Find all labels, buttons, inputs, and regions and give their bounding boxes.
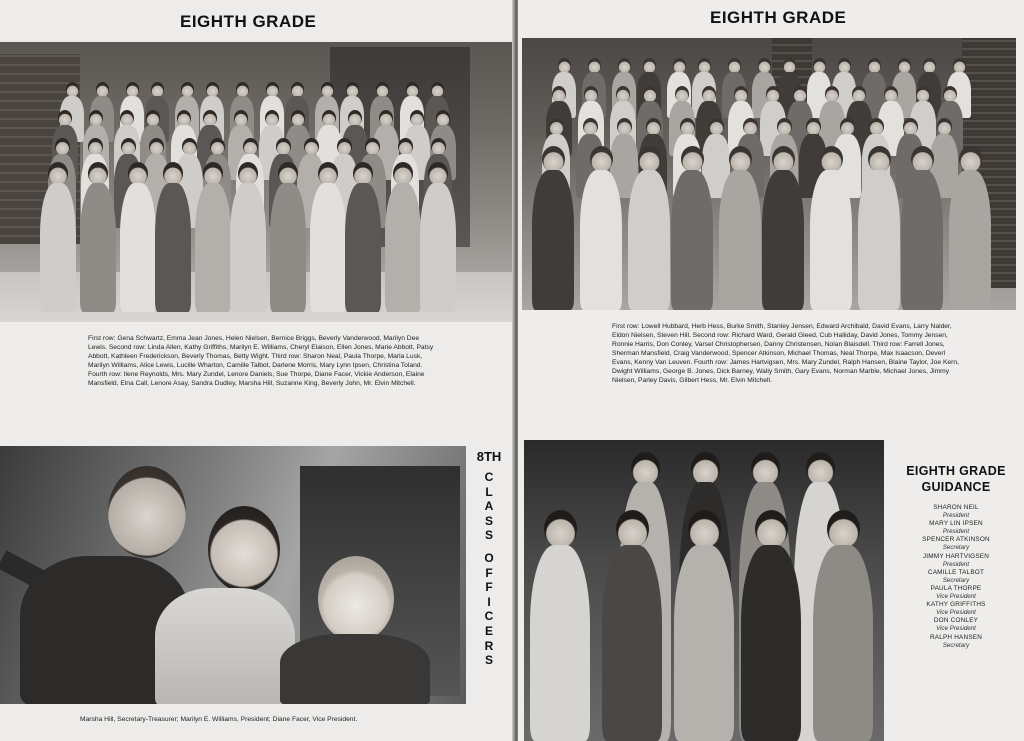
class-officers-title-letter: S <box>484 653 493 668</box>
class-officers-title-letter: R <box>484 638 494 653</box>
guidance-officer <box>890 601 1022 617</box>
photo-person-silhouette <box>532 146 574 310</box>
girls-group-caption: First row: Gena Schwartz, Emma Jean Jones, Helen Nielsen, Bernice Briggs, Beverly Vanderwood, Marilyn Dee Lewis. Second row: Linda Allen, Kathy Griffiths, Marilyn E. Williams, Cheryl Elaison, Ellen Jones, Marie Abbott, Patsy Abbott, Kathleen Frederickson, Beverly Thomas, Betty Wight. Third row: Sharon Neal, Paula Thorpe, Marla Lusk, Marilyn Williams, Alice Lewis, Lucille Wharton, Camille Talbot, Darlene Morris, Mary Lynn Ipsen, Christina Toland. Fourth row: Ilene Reynolds, Mrs. Mary Zundel, Lenore Daniels, Sue Thorpe, Diane Facer, Vickie Anderson, Elaine Mansfield, Elna Call, Lenore Asay, Sandra Dudley, Marsha Hill, Suzanne King, Beverly John, Mr. Elvin Mitchell. <box>88 335 434 387</box>
class-officers-caption: Marsha Hill, Secretary-Treasurer; Marilyn E. Williams, President; Diane Facer, Vice President. <box>80 716 358 723</box>
photo-person-silhouette <box>628 146 670 310</box>
photo-person-silhouette <box>155 162 191 312</box>
class-officers-vertical-title <box>474 450 504 668</box>
photo-person-silhouette <box>671 146 713 310</box>
photo-person-silhouette <box>858 146 900 310</box>
officer-role: President <box>942 512 970 519</box>
officer-name: SPENCER ATKINSON <box>922 536 990 544</box>
class-officers-title-letters <box>474 470 504 668</box>
photo-person-silhouette <box>901 146 943 310</box>
officer-name: CAMILLE TALBOT <box>927 568 985 576</box>
guidance-officer <box>890 520 1022 536</box>
guidance-group-photo <box>524 440 884 741</box>
class-officers-title-letter: F <box>485 565 493 580</box>
class-officers-title-letter: L <box>485 484 493 499</box>
guidance-officer <box>890 504 1022 520</box>
class-officers-title-letter: S <box>484 528 493 543</box>
officer-name: MARY LIN IPSEN <box>929 520 983 528</box>
boys-group-caption: First row: Lowell Hubbard, Herb Hess, Burke Smith, Stanley Jensen, Edward Archibald, David Evans, Larry Nalder, Eldon Nielsen, Steven Hill. Second row: Richard Ward, Gerald Gleed, Cub Halliday, David Jones, Tommy Jensen, Ronnie Harris, Don Conley, Varsel Christophersen, Danny Christensen, Nolan Blaisdell. Third row: Farrell Jones, Sherman Mansfield, Craig Vanderwood, Spencer Atkinson, Michael Thomas, Neal Thorpe, Max Isaacson, Deverl Evans, Kenny Van Leuven. Fourth row: James Hartvigsen, Mrs. Mary Zundel, Ralph Hansen, Blaine Taylor, Joe Kern, Dwight Williams, George B. Jones, Dick Barney, Wally Smith, Gary Evans, Norman Marble, Michael Jones, Jimmy Nielsen, Parley Davis, Gilbert Hess, Mr. Elvin Mitchell. <box>612 323 959 384</box>
photo-person-silhouette <box>270 162 306 312</box>
photo-person-silhouette <box>195 162 231 312</box>
officer-role: Vice President <box>936 609 976 617</box>
photo-person-silhouette <box>530 510 590 741</box>
officer-role: Secretary <box>942 641 970 649</box>
photo-person-silhouette <box>813 510 873 741</box>
photo-person-silhouette <box>762 146 804 310</box>
class-officers-title-letter: S <box>484 513 493 528</box>
class-officers-title-letter: E <box>484 623 493 638</box>
photo-person-silhouette <box>602 510 662 741</box>
officer-marilyn-williams <box>150 506 300 704</box>
guidance-officer <box>890 569 1022 585</box>
photo-person-silhouette <box>120 162 156 312</box>
girls-group-photo <box>0 42 514 322</box>
officer-name: SHARON NEIL <box>933 504 979 511</box>
officer-role: President <box>942 528 970 536</box>
guidance-officer <box>890 553 1022 569</box>
officer-role: Secretary <box>942 576 970 584</box>
class-officers-title-letter: O <box>484 550 494 565</box>
guidance-officer <box>890 536 1022 552</box>
photo-person-silhouette <box>310 162 346 312</box>
officer-name: JIMMY HARTVIGSEN <box>922 552 990 560</box>
class-officers-title-letter: F <box>485 580 493 595</box>
photo-person-silhouette <box>580 146 622 310</box>
photo-person-silhouette <box>230 162 266 312</box>
guidance-title-line2: GUIDANCE <box>921 480 991 494</box>
right-page-heading: EIGHTH GRADE <box>710 8 847 27</box>
guidance-officers-list <box>890 504 1022 650</box>
photo-person-silhouette <box>949 146 991 310</box>
officer-name: RALPH HANSEN <box>929 633 983 641</box>
class-officers-title-letter: C <box>484 609 494 624</box>
class-officers-photo <box>0 446 466 704</box>
guidance-officer <box>890 634 1022 650</box>
officer-role: Secretary <box>942 544 970 552</box>
guidance-officer <box>890 585 1022 601</box>
guidance-title-line1: EIGHTH GRADE <box>906 464 1006 478</box>
class-officers-title-8th: 8TH <box>476 449 502 464</box>
guidance-panel <box>890 463 1022 650</box>
guidance-officer <box>890 617 1022 633</box>
officer-role: Vice President <box>936 625 976 633</box>
officer-diane-facer <box>280 556 430 704</box>
right-page <box>518 0 1024 741</box>
photo-person-silhouette <box>810 146 852 310</box>
photo-person-silhouette <box>420 162 456 312</box>
class-officers-title-letter: I <box>487 594 491 609</box>
class-officers-title-letter: A <box>484 499 494 514</box>
photo-person-silhouette <box>741 510 801 741</box>
officer-role: Vice President <box>936 593 976 601</box>
photo-person-silhouette <box>674 510 734 741</box>
officer-name: PAULA THORPE <box>930 585 982 593</box>
photo-person-silhouette <box>385 162 421 312</box>
photo-person-silhouette <box>40 162 76 312</box>
officer-name: DON CONLEY <box>933 617 979 625</box>
boys-group-photo <box>522 38 1016 310</box>
photo-person-silhouette <box>345 162 381 312</box>
officer-name: KATHY GRIFFITHS <box>926 601 986 609</box>
class-officers-title-letter: C <box>484 470 494 484</box>
left-page-heading: EIGHTH GRADE <box>180 12 317 31</box>
officer-role: President <box>942 560 970 568</box>
photo-person-silhouette <box>719 146 761 310</box>
photo-person-silhouette <box>80 162 116 312</box>
